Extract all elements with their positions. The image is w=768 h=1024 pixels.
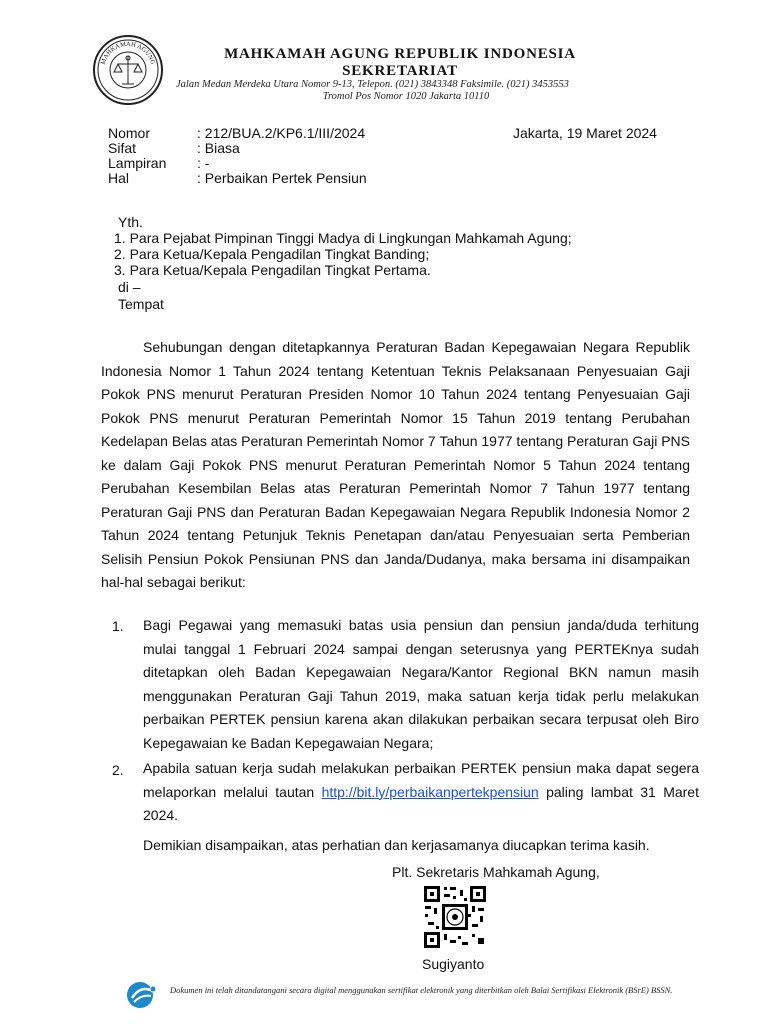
address-line-1: Jalan Medan Merdeka Utara Nomor 9-13, Telepon. (021) 3843348 Faksimile. (021) 3453553: [176, 79, 569, 90]
nomor-value: : 212/BUA.2/KP6.1/III/2024: [197, 125, 366, 141]
address-line-2: Tromol Pos Nomor 1020 Jakarta 10110: [322, 91, 490, 102]
nomor-label: Nomor: [108, 125, 151, 141]
bsre-logo-icon: [124, 980, 160, 1010]
digital-signature-note: Dokumen ini telah ditandatangani secara digital menggunakan sertifikat elektronik yang diterbitkan oleh Balai Sertifikasi Elektronik (BSrE) BSSN.: [170, 985, 673, 995]
hal-value: : Perbaikan Pertek Pensiun: [197, 170, 367, 186]
qr-code-signature: [422, 884, 488, 950]
place-date: Jakarta, 19 Maret 2024: [513, 125, 657, 141]
unit-name: SEKRETARIAT: [342, 63, 458, 79]
item-2-text: [143, 757, 699, 828]
item-2-text-before: Apabila satuan kerja sudah melakukan perbaikan PERTEK pensiun maka dapat segera melaporkan melalui tautan: [143, 760, 699, 800]
sifat-label: Sifat: [108, 140, 137, 156]
item-2-text-after: paling lambat 31 Maret 2024.: [143, 783, 699, 823]
addressee-yth: Yth.: [118, 214, 143, 230]
addressee-line-1: 1. Para Pejabat Pimpinan Tinggi Madya di Lingkungan Mahkamah Agung;: [114, 230, 572, 246]
addressee-line-3: 3. Para Ketua/Kepala Pengadilan Tingkat Pertama.: [114, 262, 431, 278]
signatory-name: Sugiyanto: [422, 956, 485, 972]
item-2-number: 2.: [112, 762, 124, 778]
seal-text: MAHKAMAH AGUNG: [99, 40, 157, 66]
lampiran-value: : -: [197, 155, 210, 171]
item-1-text: Bagi Pegawai yang memasuki batas usia pensiun dan pensiun janda/duda terhitung mulai tanggal 1 Februari 2024 sampai dengan seterusnya yang PERTEKnya sudah ditetapkan oleh Badan Kepegawaian Negara/Kantor Regional BKN namun masih menggunakan Peraturan Gaji Tahun 2019, maka satuan kerja tidak perlu melakukan perbaikan PERTEK pensiun karena akan dilakukan perbaikan secara terpusat oleh Biro Kepegawaian ke Badan Kepegawaian Negara;: [143, 617, 699, 751]
lampiran-label: Lampiran: [108, 155, 167, 171]
org-name: MAHKAMAH AGUNG REPUBLIK INDONESIA: [224, 46, 576, 62]
mahkamah-agung-seal-logo: [92, 34, 164, 106]
addressee-tempat: Tempat: [118, 296, 164, 312]
item-1-number: 1.: [112, 618, 124, 634]
hal-label: Hal: [108, 170, 130, 186]
sifat-value: : Biasa: [197, 140, 240, 156]
report-link[interactable]: http://bit.ly/perbaikanpertekpensiun: [321, 783, 539, 800]
body-intro-paragraph: Sehubungan dengan ditetapkannya Peraturan Badan Kepegawaian Negara Republik Indonesia Nomor 1 Tahun 2024 tentang Ketentuan Teknis Pelaksanaan Penyesuaian Gaji Pokok PNS menurut Peraturan Presiden Nomor 10 Tahun 2024 tentang Penyesuaian Gaji Pokok PNS menurut Peraturan Pemerintah Nomor 15 Tahun 2019 tentang Perubahan Kedelapan Belas atas Peraturan Pemerintah Nomor 7 Tahun 1977 tentang Peraturan Gaji PNS ke dalam Gaji Pokok PNS menurut Peraturan Pemerintah Nomor 5 Tahun 2024 tentang Perubahan Kesembilan Belas atas Peraturan Pemerintah Nomor 7 Tahun 1977 tentang Peraturan Gaji PNS dan Peraturan Badan Kepegawaian Negara Republik Indonesia Nomor 2 Tahun 2024 tentang Petunjuk Teknis Penetapan dan/atau Penyesuaian serta Pemberian Selisih Pensiun Pokok Pensiunan PNS dan Janda/Dudanya, maka bersama ini disampaikan hal-hal sebagai berikut:: [101, 339, 690, 590]
closing-sentence: Demikian disampaikan, atas perhatian dan kerjasamanya diucapkan terima kasih.: [143, 837, 650, 853]
addressee-line-2: 2. Para Ketua/Kepala Pengadilan Tingkat Banding;: [114, 246, 430, 262]
addressee-di: di –: [118, 279, 141, 295]
signatory-title: Plt. Sekretaris Mahkamah Agung,: [392, 864, 600, 880]
